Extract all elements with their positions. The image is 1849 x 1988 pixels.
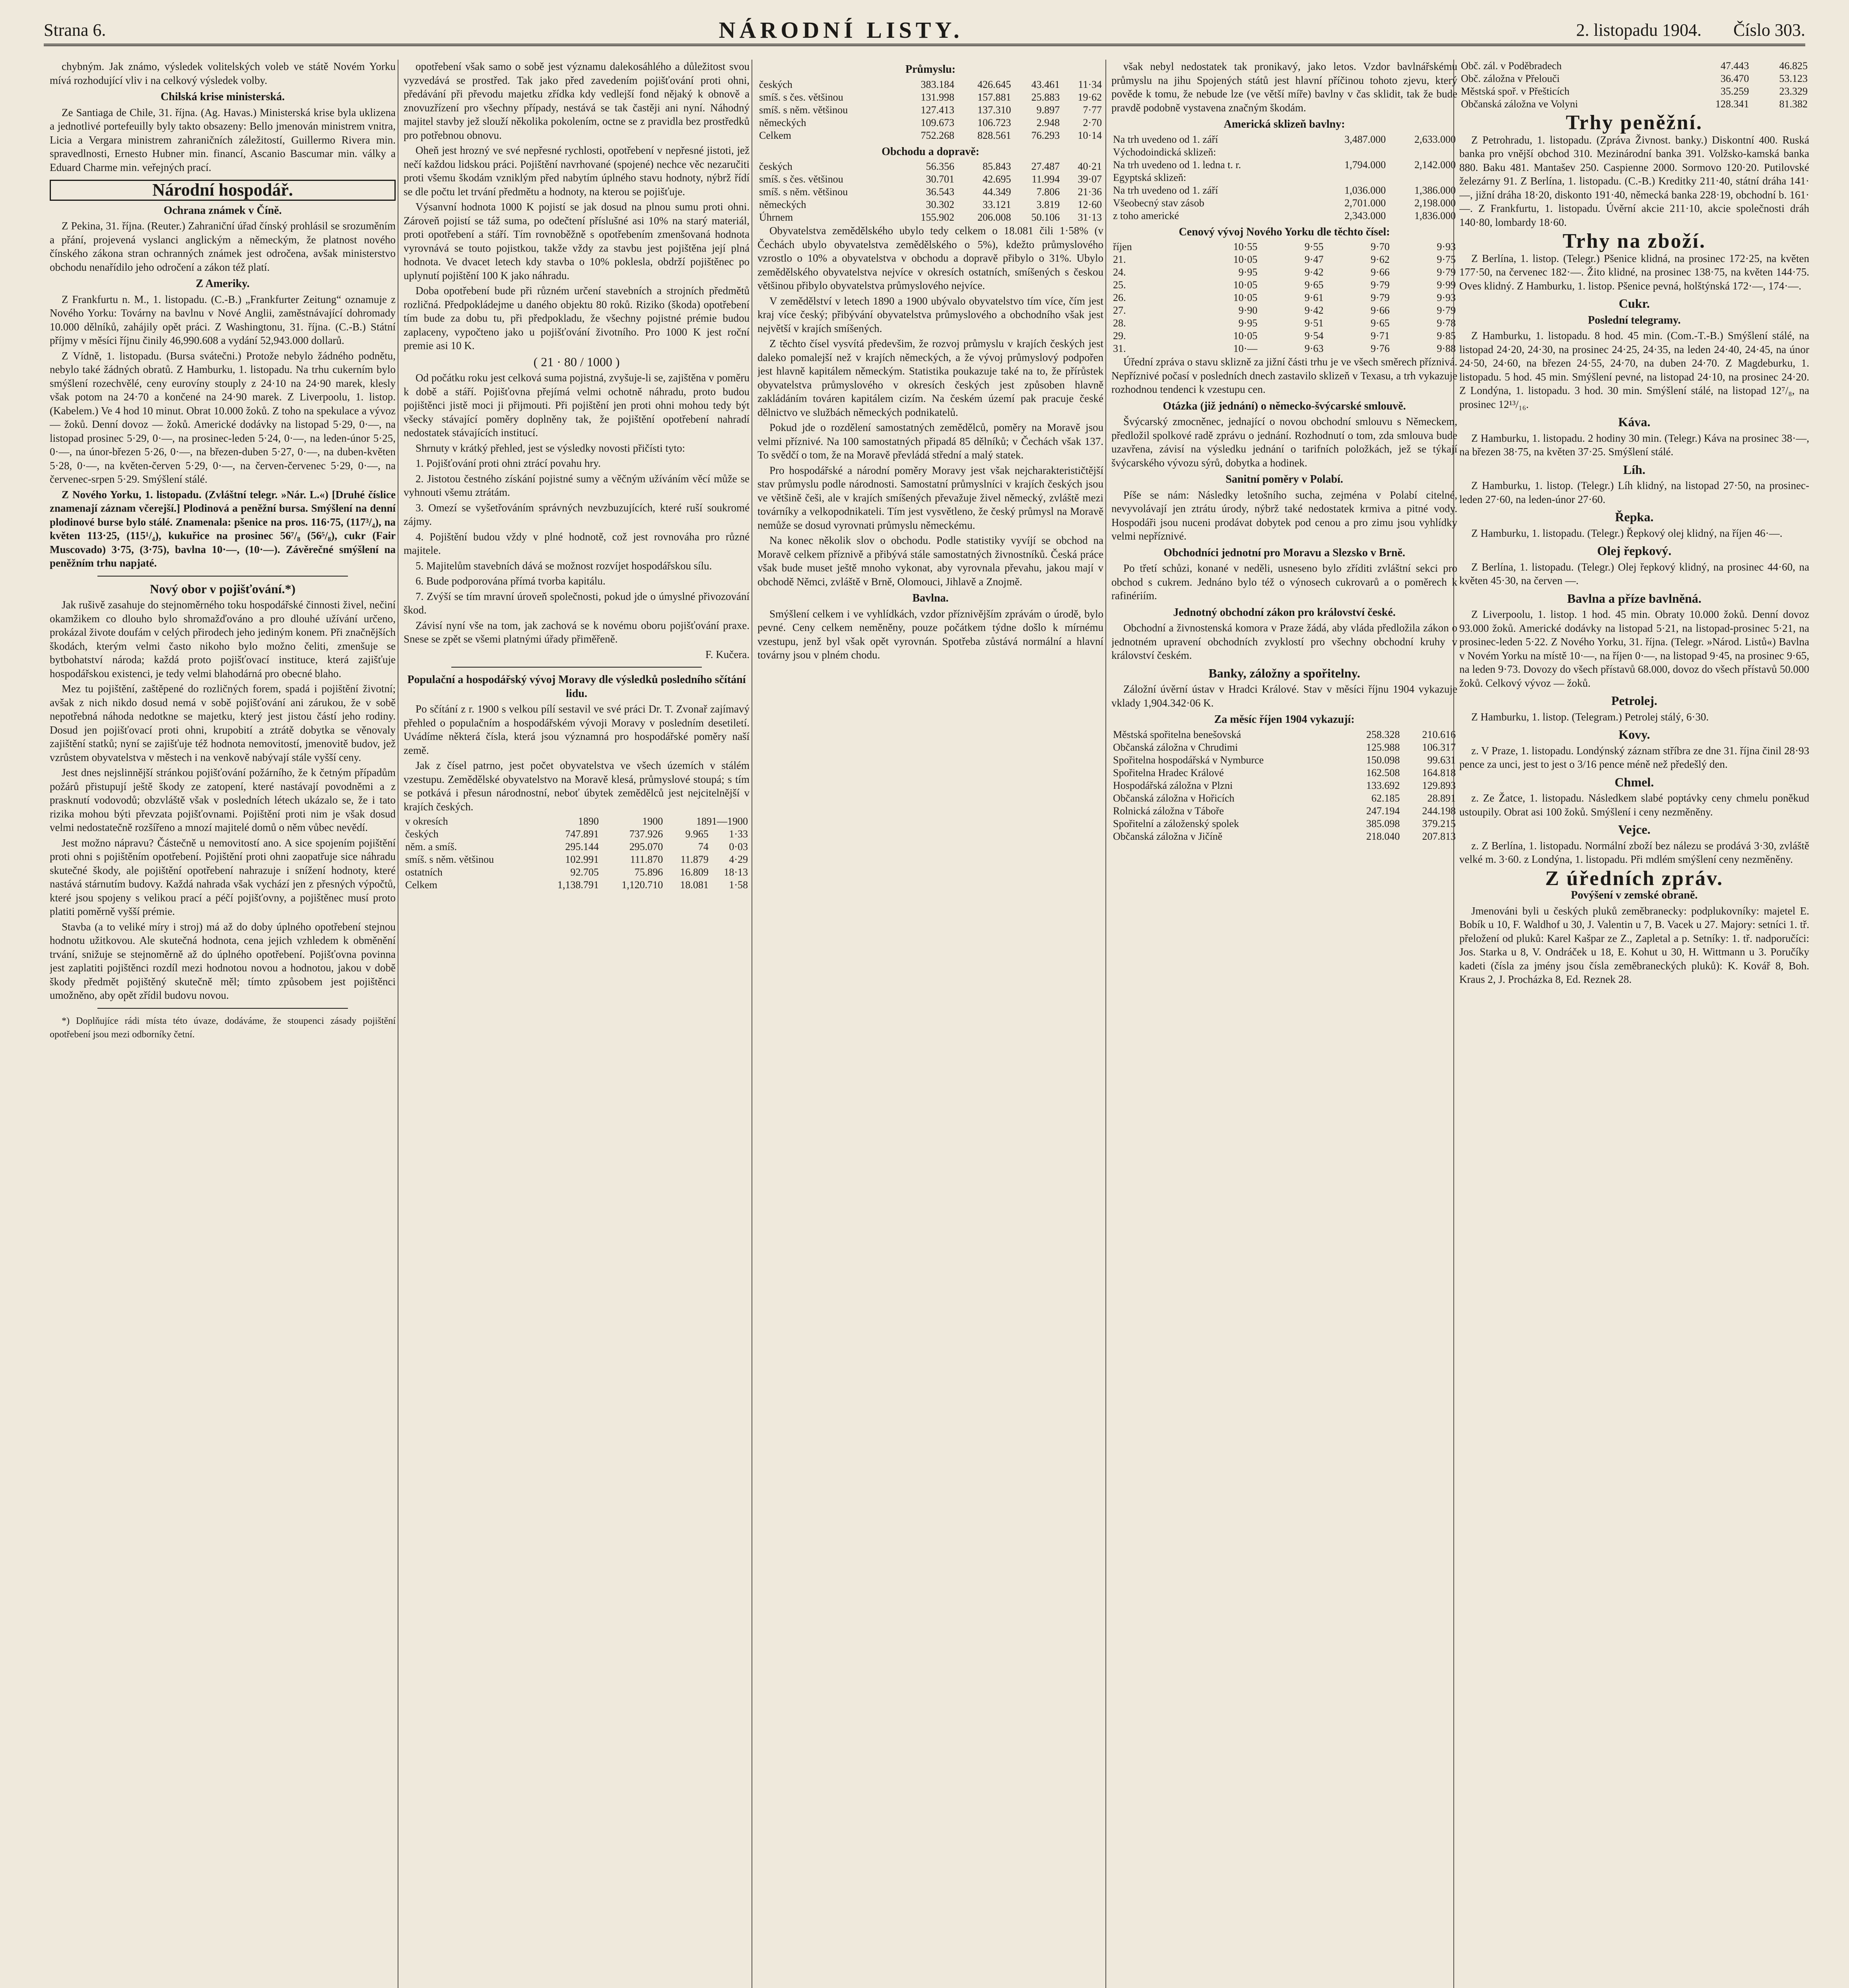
table-heading: Průmyslu: [905, 63, 956, 76]
table-row: smíš. s čes. většinou 131.998 157.881 25.883 19·62 [759, 91, 1102, 103]
table-heading: Americká sklizeň bavlny: [1224, 118, 1345, 130]
article-text: Výsanvní hodnota 1000 K pojistí se jak dosud na plnou sumu proti ohni. Zároveň pojistí se táž suma, po odečtení příslušné asi 10% na starý materiál, proti opotřebení a stáří. Tím rovnoběžně s opotřebením zmenšovaná hodnota vyrovnává se touto pojistkou, takže vždy za stavbu jest pojištěna její plná hodnota. Ve dvacet letech kdy stavba o 10% poklesla, obdrží pojištěnec po uplynutí pojištění 100 K jako náhradu. [404, 201, 750, 282]
article-heading: Populační a hospodářský vývoj Moravy dle výsledků posledního sčítání lidu. [407, 674, 746, 700]
article-text: Z Hamburku, 1. listop. (Telegram.) Petrolej stálý, 6·30. [1471, 711, 1709, 723]
article-text: Po sčítání z r. 1900 s velkou pílí sestavil ve své práci Dr. T. Zvonař zajímavý přehled o populačním a hospodářském vývoji Moravy v posledním desetiletí. Uvádíme některá čísla, která jsou významná pro hospodářské poměry naší země. [404, 703, 750, 756]
table-row: Všeobecný stav zásob 2,701.000 2,198.000 [1113, 197, 1456, 209]
article-text: Záložní úvěrní ústav v Hradci Králové. Stav v měsíci říjnu 1904 vykazuje vklady 1,904.342·06 K. [1111, 683, 1457, 709]
table-row: smíš. s něm. většinou 127.413 137.310 9.897 7·77 [759, 104, 1102, 116]
article-heading: Z Ameriky. [196, 278, 250, 290]
article-text: Jest možno nápravu? Částečně u nemovitostí ano. A sice spojením pojištění proti ohni s pojištěním opotřebení. Pojištění proti ohni zaopatřuje sice náhradu skutečné škody, ale pojištění opotřebení nahrazuje i snížení hodnoty, které nastává stárnutím budovy. Každá nahrada však vychází jen z přesných výpočtů, které jsou spojeny s velikou prací a péčí pojišťovny, a pojištěnec musí proto platiti poměrně vyšší prémie. [50, 837, 396, 917]
table-row: 25. 10·05 9·65 9·79 9·99 [1113, 279, 1456, 291]
article-heading: Řepka. [1615, 510, 1654, 524]
column-3 [757, 60, 1103, 1988]
stats-table [757, 160, 1103, 224]
article-heading: Chmel. [1614, 775, 1654, 789]
table-row: Spořitelna hospodářská v Nymburce 150.098 99.631 [1113, 754, 1456, 766]
table-heading: Obchodu a dopravě: [882, 145, 979, 158]
numbered-list [404, 456, 750, 617]
table-row: 29. 10·05 9·54 9·71 9·85 [1113, 330, 1456, 342]
stats-table [757, 78, 1103, 142]
article-text: Doba opotřebení bude při různém určení stavebních a strojních předmětů rozličná. Předpokládejme u daného objektu 80 roků. Riziko (škoda) opotřebení tím bude za dobu tu, při předpokladu, že všechny pojistné prémie budou zaplaceny, vypočteno jako u pojišťování životního. Pro 1000 K jest roční premie asi 10 K. [404, 285, 750, 351]
article-text: z. Ze Žatce, 1. listopadu. Následkem slabé poptávky ceny chmelu poněkud ustoupily. Obrat asi 100 žoků. Smýšlení i ceny nezměněny. [1459, 792, 1809, 818]
article-text: Úřední zpráva o stavu sklizně za jižní části trhu je ve všech směrech příznivá. Nepříznivé počasí v posledních dnech zastavilo sklizeň v Texasu, a trh vykazuje rozhodnou tendenci k vzestupu cen. [1111, 356, 1457, 395]
article-heading: Chilská krise ministerská. [161, 91, 285, 103]
table-row: říjen 10·55 9·55 9·70 9·93 [1113, 241, 1456, 252]
article-text: Švýcarský zmocněnec, jednající o novou obchodní smlouvu s Německem, předložil spolkové radě zprávu o jednání. Rozhodnutí o tom, zda smlouva bude uzavřena, závisí na výsledku jednání o tarifních položkách, jež se týkají švýcarského vývozu sýrů, dobytka a hodinek. [1111, 415, 1457, 469]
divider [97, 576, 348, 577]
table-row: Celkem 1,138.791 1,120.710 18.081 1·58 [405, 879, 748, 891]
column-rule [1105, 60, 1106, 1988]
table-row: 26. 10·05 9·61 9·79 9·93 [1113, 292, 1456, 303]
article-text: Jak rušivě zasahuje do stejnoměrného toku hospodářské činnosti živel, nečiní okamžikem co dlouho bylo shromažďováno a pro dlouhé užívání určeno, prokázal živote doufám v celých přirodech jeho jediným konem. Při značnějších škodách, kterým velmi často nikoho bylo možno čeliti, zmenšuje se bytbohatství národa; každá proto pojišťovací instituce, která zajišťuje hospodářskou existenci, je tedy velmi blahodárná pro obecné blaho. [50, 599, 396, 679]
article-text: Pro hospodářské a národní poměry Moravy jest však nejcharakterističtější stav průmyslu podle národnosti. Samostatní průmyslníci v krajích českých jsou ve většině češi, ale v krajích smíšených převažuje živel německý, zvláště mezi továrníky a velkopodnikateli. Tím jest vysvětleno, že český průmysl na Moravě nemůže se dosud vyrovnati průmyslu německému. [757, 464, 1103, 531]
article-text: Z Petrohradu, 1. listopadu. (Zpráva Živnost. banky.) Diskontní 400. Ruská banka pro vnější obchod 310. Mezinárodní banka 391. Volžsko-kamská banka 880. Baku 481. Mantašev 250. Caspienne 2000. Sormovo 120·20. Putilovské železárny 91. Z Berlína, 1. listopadu. (C.-B.) Kreditky 211·40, státní dráha 141·—, jižní dráha 18·20, diskonto 191·40, německá banka 228·19, obchodní b. 161·—. Z Frankfurtu, 1. listopadu. Úvěrní akcie 211·10, akcie společnosti dráh 140·80, lombardy 18·60. [1459, 134, 1809, 228]
table-row: Na trh uvedeno od 1. září 1,036.000 1,386.000 [1113, 184, 1456, 196]
section-heading: Trhy peněžní. [1565, 111, 1703, 134]
table-row: 31. 10·— 9·63 9·76 9·88 [1113, 343, 1456, 354]
article-heading: Líh. [1623, 462, 1646, 477]
article-text: Jmenováni byli u českých pluků zeměbranecky: podplukovníky: majetel E. Bobík u 10, F. Waldhof u 30, J. Valentin u 7, B. Vacek u 27. Majory: setníci 1. tř. přeložení od pluků: Karel Kašpar ze Z., Zapletal a p. Setníky: 1. tř. nadporučíci: Jos. Starka u 8, V. Ondráček u 18, E. Kohut u 30, H. Wittmann u 3. Poručíky kadeti (čísla za jmény jsou čísla zeměbraneckých pluků): K. Kovář 8, Boh. Kraus 2, J. Procházka 8, Ed. Reznek 28. [1459, 905, 1809, 985]
article-heading: Sanitní poměry v Polabí. [1226, 473, 1343, 485]
article-text: Po třetí schůzi, konané v neděli, usneseno bylo zříditi zvláštní sekci pro obchod s cukrem. Jednáno bylo též o výnosech cukrovarů a o poměrech k rafinériím. [1111, 562, 1457, 602]
article-text: Z Hamburku, 1. listopadu. (Telegr.) Řepkový olej klidný, na říjen 46·—. [1471, 527, 1783, 539]
issue-date: 2. listopadu 1904. [1576, 20, 1702, 40]
article-text: Jak z čísel patrno, jest počet obyvatelstva ve všech územích v stálém vzestupu. Zemědělské obyvatelstvo na Moravě klesá, průmyslové stoupá; s tím se potkává i přesun národnostní, neboť úbytek zemědělců jest nejcitelnější v krajích českých. [404, 759, 750, 813]
article-text: Na konec několik slov o obchodu. Podle statistiky vyvíjí se obchod na Moravě celkem příznivě a přibývá stále samostatných živnostníků. Česká práce však bude muset ještě mnoho vykonat, aby vyrovnala převahu, jakou mají v obchodě Němci, zvláště v Brně, Olomouci, Jihlavě a Znojmě. [757, 534, 1103, 588]
list-item: 5. Majitelům stavebních dává se možnost rozvíjet hospodářskou sílu. [416, 559, 712, 572]
article-subheading: Povýšení v zemské obraně. [1571, 889, 1698, 901]
article-text: však nebyl nedostatek tak pronikavý, jako letos. Vzdor bavlnářskému průmyslu na jihu Spojených států jest hlavní příčinou tohoto zjevu, který pověde k tomu, že nebude lze (ve větší míře) bavlny v čas sklidit, tak že bude pravdě podobně vystavena značným škodám. [1111, 60, 1457, 114]
article-heading: Kovy. [1618, 727, 1650, 742]
table-row: Celkem 752.268 828.561 76.293 10·14 [759, 129, 1102, 141]
stats-table [1111, 241, 1457, 355]
section-heading: Trhy na zboží. [1562, 230, 1706, 252]
article-text: Závisí nyní vše na tom, jak zachová se k novému oboru pojišťování praxe. Snese se zpět se všemi platnými úřady přiměřeně. [404, 619, 750, 645]
table-row: německých 30.302 33.121 3.819 12·60 [759, 199, 1102, 210]
table-row: Městská spoř. v Přešticích 35.259 23.329 [1461, 85, 1808, 97]
table-row: Úhrnem 155.902 206.008 50.106 31·13 [759, 212, 1102, 223]
page-label: Strana 6. [44, 20, 106, 40]
article-text: Ze Santiaga de Chile, 31. října. (Ag. Havas.) Ministerská krise byla uklizena a jednotlivé portefeuilly byly takto obsazeny: Bello jmenován ministrem vnitra, Licia a Vergara ministrem zahraničních záležitostí, Guillermo Rivera min. spravedlnosti, Ernesto Hubner min. financí, Ascanio Bascumar min. války a Eduard Charme min. veřejných prací. [50, 106, 396, 173]
article-text: Pokud jde o rozdělení samostatných zemědělců, poměry na Moravě jsou velmi příznivé. Na 100 samostatných připadá 85 dělníků; v Čechách však 137. To svědčí o tom, že na Moravě převládá střední a malý statek. [757, 421, 1103, 461]
article-heading: Jednotný obchodní zákon pro království české. [1173, 606, 1396, 619]
table-row: Východoindická sklizeň: [1113, 146, 1216, 158]
section-heading: Z úředních zpráv. [1545, 867, 1724, 890]
table-row: 28. 9·95 9·51 9·65 9·78 [1113, 317, 1456, 329]
column-1 [50, 60, 396, 1988]
article-text: Stavba (a to veliké míry i stroj) má až do doby úplného opotřebení stejnou hodnotu užitkovou. Ale skutečná hodnota, cena jejich vzhledem k obměnění trvání, snižuje se stejnoměrně až do úplného opotřebení. Pojišťovna povinna jest zaplatiti pojištěnci rozdíl mezi hodnotou novou a hodnotou, jakou v době škody předmět pojištěný skutečně měl; tímto způsobem jest pojištěnci umožněno, aby opět zřídil budovu novou. [50, 920, 396, 1001]
table-row: v okresích 1890 1900 1891—1900 [405, 815, 748, 827]
table-row: 21. 10·05 9·47 9·62 9·75 [1113, 254, 1456, 265]
article-heading: Cukr. [1619, 296, 1650, 311]
stats-table [1459, 60, 1809, 111]
article-text: V zemědělství v letech 1890 a 1900 ubývalo obyvatelstvo tím více, čím jest kraj více český; přibývání obyvatelstva průmyslového a obchodního však jest největší v krajích smíšených. [757, 295, 1103, 334]
list-item: 1. Pojišťování proti ohni ztrácí povahu hry. [416, 457, 601, 469]
table-row: Spořitelní a záloženský spolek 385.098 379.215 [1113, 817, 1456, 829]
table-row: smíš. s něm. většinou 36.543 44.349 7.806 21·36 [759, 186, 1102, 198]
table-row: Obč. zál. v Poděbradech 47.443 46.825 [1461, 60, 1808, 72]
article-heading: Bavlna a příze bavlněná. [1567, 591, 1701, 606]
table-row: Občanská záložna ve Volyni 128.341 81.382 [1461, 98, 1808, 110]
article-text: Z Liverpoolu, 1. listop. 1 hod. 45 min. Obraty 10.000 žoků. Denní dovoz 93.000 žoků. Americké dodávky na listopad 5·21, na listopad-prosinec 5·21, na prosinec-leden 5·22. Z Nového Yorku, 31. října. (Telegr. »Národ. Listů«) Bavlna v Novém Yorku na místě 10·—, na říjen 0·—, na listopad 9·45, na prosinec 9·65, na leden 9·73. Dovozy do všech přístavů 68.000, dovoz do všech přístavů 50.000 žoků. Celkový vývoz — žoků. [1459, 608, 1809, 689]
table-row: Městská spořitelna benešovská 258.328 210.616 [1113, 728, 1456, 740]
article-text: Obchodní a živnostenská komora v Praze žádá, aby vláda předložila zákon o jednotném upravení obchodních zvyklostí pro všechny obchodní kruhy v království českém. [1111, 622, 1457, 661]
table-row: Na trh uvedeno od 1. září 3,487.000 2,633.000 [1113, 133, 1456, 145]
article-heading: Olej řepkový. [1597, 544, 1672, 558]
table-row: něm. a smíš. 295.144 295.070 74 0·03 [405, 841, 748, 852]
article-text: Z Nového Yorku, 1. listopadu. (Zvláštní telegr. »Nár. L.«) [Druhé číslice znamenají záznam včerejší.] Plodinová a peněžní bursa. Smýšlení na denní plodinové burse bylo stálé. Znamenala: pšenice na pros. 116·75, (117³/₄), na květen 113·25, (115¹/₄), kukuřice na prosinec 56⁷/₈ (56⁵/₈), cukr (Fair Muscovado) 3·75, (3·75), bavlna 10·—, (10·—). Závěrečné smýšlení na peněžním trhu napjaté. [50, 488, 396, 569]
table-row: českých 383.184 426.645 43.461 11·34 [759, 78, 1102, 90]
stats-table [404, 815, 750, 891]
list-item: 4. Pojištění budou vždy v plné hodnotě, což jest rovnováha pro různé majitele. [404, 530, 750, 556]
issue-number: Číslo 303. [1733, 20, 1805, 40]
table-row: Obč. záložna v Přelouči 36.470 53.123 [1461, 73, 1808, 84]
article-text: Z Hamburku, 1. listopadu. 8 hod. 45 min. (Com.-T.-B.) Smýšlení stálé, na listopad 24·20, 24·30, na prosinec 24·25, 24·35, na leden 24·40, 24·45, na únor 24·50, 24·60, na březen 24·55, 24·70, na duben 24·70. Z Magdeburku, 1. listopadu. 5 hod. 45 min. Smýšlení pevné, na listopad 24·10, na prosinec 24·20. Z Londýna, 1. listopadu. 3 hod. 30 min. Smýšlení stálé, na listopad 12⁷/₈, na prosinec 12¹³/₁₆. [1459, 330, 1809, 410]
table-row: Egyptská sklizeň: [1113, 171, 1187, 183]
article-text: Z Berlína, 1. listopadu. (Telegr.) Olej řepkový klidný, na prosinec 44·60, na květen 45·30, na červen —. [1459, 561, 1809, 586]
article-text: Mez tu pojištění, zaštěpené do rozličných forem, spadá i pojištění životní; avšak z nich nikdo dosud nemá v sobě pojišťování ani zárukou, že v sobě nepotřebná náhoda nedotkne se majetku, který jest jistou částí jeho rodiny. Dosud jen pojišťovací proti ohni, krupobití a ztrátě dobytka se věnovaly zajištění statků; nyní se zajišťuje též hodnota nemovitostí, jmenovitě budov, jež vzrůstem obyvatelstva v městech i na venkově nabývají stále vyšší ceny. [50, 683, 396, 763]
article-heading: Otázka (již jednání) o německo-švýcarské smlouvě. [1163, 400, 1406, 412]
column-2 [404, 60, 750, 1988]
article-heading: Ochrana známek v Číně. [163, 204, 282, 217]
article-text: Z těchto čísel vysvítá předevšim, že rozvoj průmyslu v krajích českých jest daleko pomalejší než v krajích německých, a že vývoj průmyslový podpořen jest hlavně kapitálem německým. Statistika poukazuje také na to, že přírůstek obyvatelstva průmyslového v okresích českých jest způsoben hlavně zakládáním továren kapitálem cizím. Na českém území pak pracuje české dělnictvo ve službách německých podnikatelů. [757, 338, 1103, 418]
table-row: německých 109.673 106.723 2.948 2·70 [759, 116, 1102, 128]
table-row: smíš. s čes. většinou 30.701 42.695 11.994 39·07 [759, 173, 1102, 185]
column-4 [1111, 60, 1457, 1988]
article-text: Z Berlína, 1. listop. (Telegr.) Pšenice klidná, na prosinec 172·25, na květen 177·50, na červenec 182·—. Žito klidné, na prosinec 138·75, na květen 144·75. Oves klidný. Z Hamburku, 1. listop. Pšenice pevná, holštýnská 172·—, 174·—. [1459, 252, 1809, 292]
article-text: Z Vídně, 1. listopadu. (Bursa svátečni.) Protože nebylo žádného podnětu, nebylo také žádných obratů. Z Hamburku, 1. listopadu. Na trhu cukerním bylo smýšlení rozechvělé, ceny eurovíny stouply z 24·10 na 24·90 marek, klesly však potom na 24·70 a končené na 24·90 marek. Z Liverpoolu, 1. listop. (Kabelem.) Ve 4 hod 10 minut. Obrat 10.000 žoků. Z toho na spekulace a vývoz — žoků. Denní dovoz — žoků. Americké dodávky na listopad 5·29, 0·—, na listopad prosinec 5·29, 0·—, na prosinec-leden 5·24, 0·—, na leden-únor 5·25, 0·—, na únor-březen 5·26, 0·—, na březen-duben 5·27, 0·—, na duben-květen 5·28, 0·—, na květen-červen 5·29, 0·—, na červen-červenec 5·29, 0·—, na červenec-srpen 5·29. Smýšlení stálé. [50, 349, 396, 485]
article-text: Obyvatelstva zemědělského ubylo tedy celkem o 18.081 čili 1·58% (v Čechách ubylo obyvatelstva zemědělského o 5%), kdežto průmyslového vzrostlo o 10% a obyvatelstva v obchodu a dopravě přibylo o 31%. Ubylo zemědělského obyvatelstva nejvíce v okresích ostatních, smíšených s českou většinou přibylo obyvatelstva průmyslového nejvíce. [757, 225, 1103, 291]
article-heading: Petrolej. [1611, 693, 1657, 708]
author-signature: F. Kučera. [705, 648, 750, 660]
list-item: 7. Zvýší se tím mravní úroveň společnosti, pokud jde o úmyslné přivozování škod. [404, 590, 750, 616]
article-text: Z Hamburku, 1. listop. (Telegr.) Líh klidný, na listopad 27·50, na prosinec-leden 27·60, na leden-únor 27·60. [1459, 480, 1809, 505]
column-5 [1459, 60, 1809, 1988]
divider [97, 1008, 348, 1009]
divider [451, 667, 702, 668]
table-row: 24. 9·95 9·42 9·66 9·79 [1113, 266, 1456, 278]
article-text: Z Frankfurtu n. M., 1. listopadu. (C.-B.) „Frankfurter Zeitung“ oznamuje z Nového Yorku: Továrny na bavlnu v Nové Anglii, zaměstnávající dohromady 10.000 dělníků, zahájily opět práci. Z Washingtonu, 31. října. (C.-B.) Státní příjmy v měsíci říjnu činily 46,990.608 a vydání 52,943.000 dollarů. [50, 293, 396, 346]
article-text: Píše se nám: Následky letošního sucha, zejména v Polabí citelné, nevyvolávají jen ztrátu úrody, nýbrž také nedostatek krmiva a pitné vody. Hospodáři jsou nuceni prodávat dobytek pod cenou a pro zimu jsou vyhlídky velmi nepříznivé. [1111, 489, 1457, 542]
article-text: opotřebení však samo o sobě jest významu dalekosáhlého a důležitost svou vyzvedává se prostřed. Tak jako před zavedením pojišťování proti ohni, předávání při převodu majetku zřídka kdy vedlejší fond nějaký k obnově a znovuzřízení pro všechny případy, nestává se tak častěji ani nyní. Náhodný majitel stavby jež slouží několika pokolením, octne se z pravidla bez prostředků pro potřebnou obnovu. [404, 60, 750, 141]
article-heading: Nový obor v pojišťování.*) [150, 581, 296, 596]
table-row: českých 56.356 85.843 27.487 40·21 [759, 161, 1102, 172]
article-subheading: Poslední telegramy. [1588, 314, 1681, 326]
article-text: Jest dnes nejslinnější stránkou pojišťování požárního, že k četným případům požárů přistupují ještě škody ze zatopení, které nastávají povodněmi a z prasknutí vodovodů; obzvláště však v posledních létech ukázalo se, že i tato rizika mohou býti převzata pojišťovnami. Pojištění proti nim je však dosud velmi nedostatečně rozšířeno a mnozí majitelé domů o něm vůbec nevědí. [50, 767, 396, 833]
article-text: Od počátku roku jest celková suma pojistná, zvyšuje-li se, zajištěna v poměru k době a stáří. Pojišťovna přejímá velmi ochotně náhradu, proto budou pojištěnci jistě moci ji přijmouti. Při pojištění jen proti ohni mohou tedy být všecky stávající poměry doplněny tak, že pojištění opotřebení nahradí nedostatek stávajících institucí. [404, 372, 750, 439]
page-header [44, 16, 1805, 46]
stats-table [1111, 133, 1457, 222]
table-row: českých 747.891 737.926 9.965 1·33 [405, 828, 748, 840]
article-text: z. Z Berlína, 1. listopadu. Normální zboží bez nálezu se prodává 3·30, zvláště velké m. 3·60. z Londýna, 1. listopadu. Při mdlém smýšlení ceny nezměněny. [1459, 839, 1809, 865]
table-row: 27. 9·90 9·42 9·66 9·79 [1113, 305, 1456, 316]
table-row: Občanská záložna v Chrudimi 125.988 106.317 [1113, 741, 1456, 753]
table-row: Občanská záložna v Hořicích 62.185 28.891 [1113, 792, 1456, 804]
masthead: NÁRODNÍ LISTY. [719, 17, 963, 43]
article-text: chybným. Jak známo, výsledek volitelských voleb ve státě Novém Yorku mívá rozhodující vliv i na celkový výsledek volby. [50, 60, 396, 86]
article-text: z. V Praze, 1. listopadu. Londýnský záznam stříbra ze dne 31. října činil 28·93 pence za unci, jest to jest o 3/16 pence méně než předešlý den. [1459, 744, 1809, 770]
table-heading: Za měsíc říjen 1904 vykazují: [1214, 713, 1355, 726]
list-item: 2. Jistotou čestného získání pojistné sumy a věčným užíváním věcí může se vyhnouti všemu ztrátám. [404, 472, 750, 498]
footnote: *) Doplňujíce rádi místa této úvaze, dodáváme, že stoupenci zásady pojištění opotřebení jsou mezi odborníky četní. [50, 1015, 396, 1040]
table-row: Na trh uvedeno od 1. ledna t. r. 1,794.000 2,142.000 [1113, 159, 1456, 171]
article-text: Z Pekina, 31. října. (Reuter.) Zahraniční úřad čínský prohlásil se srozuměním a přání, projevená vyslanci anglickým a německým, že platnost nového čínského zákona stran ochranných známek jest odročena, avšak ministerstvo obchodu nenařídilo jeho odročení a zákon též platí. [50, 220, 396, 273]
article-text: Shrnuty v krátký přehled, jest se výsledky novosti přičísti tyto: [416, 442, 685, 454]
table-row: smíš. s něm. většinou 102.991 111.870 11.879 4·29 [405, 854, 748, 865]
formula: ( 21 · 80 / 1000 ) [533, 354, 620, 369]
list-item: 6. Bude podporována přímá tvorba kapitálu. [416, 575, 606, 587]
table-heading: Cenový vývoj Nového Yorku dle těchto čísel: [1179, 225, 1390, 238]
article-heading: Obchodníci jednotní pro Moravu a Slezsko v Brně. [1163, 546, 1405, 559]
table-row: z toho americké 2,343.000 1,836.000 [1113, 210, 1456, 221]
article-text: Z Hamburku, 1. listopadu. 2 hodiny 30 min. (Telegr.) Káva na prosinec 38·—, na březen 38·75, na květen 37·25. Smýšlení stálé. [1459, 432, 1809, 458]
article-text: Oheň jest hrozný ve své nepřesné rychlosti, opotřebení v nepřesné jistoti, jež nečí každou lidskou práci. Pojištění navrhované (spojené) nechce věc nezaručiti proti všemu škodám vzniklým před nabytím úplného stavu hodnoty, nýbrž řídí se dle počtu let trvání předmětu a hodnoty, na kterou se pojišťuje. [404, 144, 750, 198]
article-heading: Káva. [1618, 415, 1651, 429]
section-heading: Národní hospodář. [50, 180, 396, 201]
section-heading: Banky, záložny a spořitelny. [1208, 666, 1360, 680]
article-heading: Vejce. [1618, 822, 1651, 837]
list-item: 3. Omezí se vyšetřováním správných nevzbuzujících, které ruší soukromé zájmy. [404, 501, 750, 527]
article-text: Smýšlení celkem i ve vyhlídkách, vzdor příznivějším zprávám o úrodě, bylo pevné. Ceny celkem neměněny, pouze počátkem týdne došlo k mírnému vzestupu, jenž byl však opět vyrovnán. Spotřeba zůstává normální a hlavní továrny jsou v plném chodu. [757, 608, 1103, 661]
table-row: ostatních 92.705 75.896 16.809 18·13 [405, 866, 748, 878]
table-row: Rolnická záložna v Táboře 247.194 244.198 [1113, 805, 1456, 817]
table-row: Hospodářská záložna v Plzni 133.692 129.893 [1113, 779, 1456, 791]
stats-table [1111, 728, 1457, 843]
article-heading: Bavlna. [912, 592, 949, 604]
table-row: Spořitelna Hradec Králové 162.508 164.818 [1113, 767, 1456, 779]
table-row: Občanská záložna v Jičíně 218.040 207.813 [1113, 830, 1456, 842]
